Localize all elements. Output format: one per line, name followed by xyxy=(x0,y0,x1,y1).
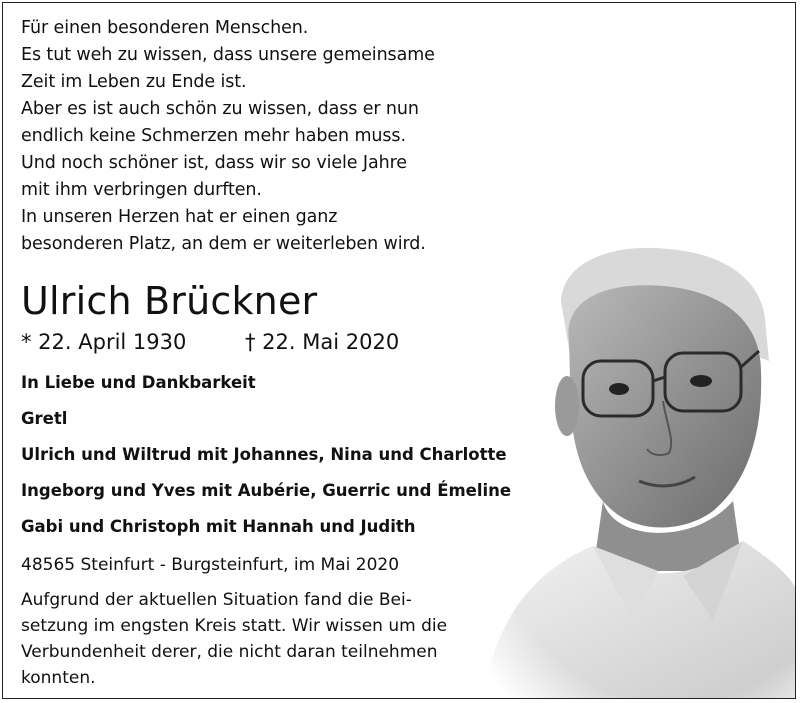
poem-line: In unseren Herzen hat er einen ganz xyxy=(21,207,338,227)
place-and-date: 48565 Steinfurt - Burgsteinfurt, im Mai 2020 xyxy=(21,555,400,575)
poem-line: endlich keine Schmerzen mehr haben muss. xyxy=(21,126,406,146)
family-line: In Liebe und Dankbarkeit xyxy=(21,373,256,392)
life-dates xyxy=(21,330,400,354)
poem-line: Aber es ist auch schön zu wissen, dass er nun xyxy=(21,99,419,119)
poem-line: Zeit im Leben zu Ende ist. xyxy=(21,72,247,92)
poem-line: Und noch schöner ist, dass wir so viele Jahre xyxy=(21,153,407,173)
poem xyxy=(21,15,435,258)
poem-line: Es tut weh zu wissen, dass unsere gemeinsame xyxy=(21,45,435,65)
note-line: Verbundenheit derer, die nicht daran teilnehmen xyxy=(21,642,438,662)
poem-line: besonderen Platz, an dem er weiterleben wird. xyxy=(21,234,426,254)
deceased-name: Ulrich Brückner xyxy=(21,279,318,323)
family-line: Ulrich und Wiltrud mit Johannes, Nina und Charlotte xyxy=(21,445,507,464)
note-line: konnten. xyxy=(21,668,96,688)
family-line: Gabi und Christoph mit Hannah und Judith xyxy=(21,517,416,536)
family-list xyxy=(21,371,511,551)
note-line: Aufgrund der aktuellen Situation fand die Bei- xyxy=(21,590,412,610)
note-line: setzung im engsten Kreis statt. Wir wissen um die xyxy=(21,616,448,636)
family-line: Ingeborg und Yves mit Aubérie, Guerric und Émeline xyxy=(21,481,512,500)
obituary-notice xyxy=(2,2,796,699)
poem-line: mit ihm verbringen durften. xyxy=(21,180,262,200)
poem-line: Für einen besonderen Menschen. xyxy=(21,18,309,38)
funeral-note xyxy=(21,587,451,691)
death-date: † 22. Mai 2020 xyxy=(245,330,400,354)
family-line: Gretl xyxy=(21,409,68,428)
birth-date: * 22. April 1930 xyxy=(21,330,187,354)
